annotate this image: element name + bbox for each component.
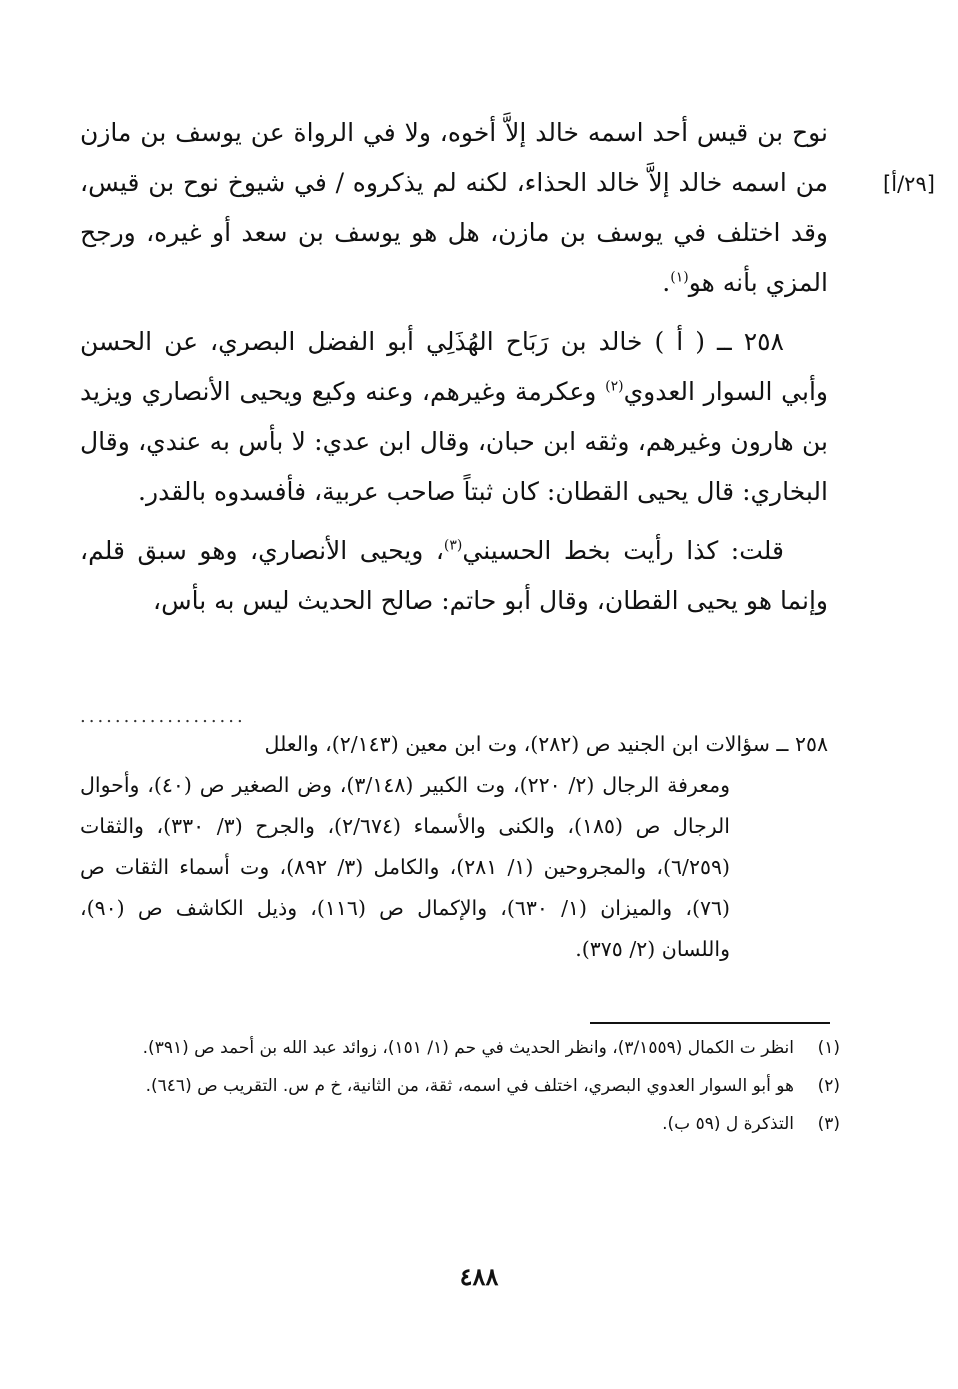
footnote-1	[80, 1030, 840, 1066]
sources-lead-line: ٢٥٨ ــ سؤالات ابن الجنيد ص (٢٨٢)، وت ابن معين (٢/١٤٣)، والعلل	[264, 732, 828, 756]
footnote-ref-2[interactable]: (٢)	[605, 378, 624, 395]
footnote-divider	[590, 1022, 830, 1024]
footnote-2-number: (٢)	[817, 1076, 840, 1096]
footnote-ref-3[interactable]: (٣)	[443, 537, 463, 554]
footnote-2	[80, 1068, 840, 1104]
manuscript-folio-reference: [٢٩/أ]	[883, 172, 935, 196]
footnote-3-text: التذكرة ل (٥٩ ب).	[662, 1114, 794, 1134]
paragraph-1	[80, 108, 828, 308]
footnote-3	[80, 1106, 840, 1142]
paragraph-qult	[80, 526, 828, 626]
footnotes	[80, 1030, 840, 1144]
footnote-1-number: (١)	[817, 1038, 840, 1058]
entry-258	[80, 317, 828, 517]
paragraph-1-end: .	[662, 268, 671, 297]
paragraph-1-text: نوح بن قيس أحد اسمه خالد إلاَّ أخوه، ولا في الرواة عن يوسف بن مازن من اسمه خالد إلاَّ خالد الحذاء، لكنه لم يذكروه / في شيوخ نوح بن قيس، وقد اختلف في يوسف بن مازن، هل هو يوسف بن سعد أو غيره، ورجح المزي بأنه هو	[80, 118, 828, 297]
footnote-ref-1[interactable]: (١)	[670, 269, 689, 286]
paragraph-qult-text-a: قلت: كذا رأيت بخط الحسيني	[462, 536, 784, 565]
sources-continuation: ومعرفة الرجال (٢/ ٢٢٠)، وت الكبير (٣/١٤٨)، وض الصغير ص (٤٠)، وأحوال الرجال ص (١٨٥)، والكنى والأسماء (٢/٦٧٤)، والجرح (٣/ ٣٣٠)، والثقات (٦/٢٥٩)، والمجروحين (١/ ٢٨١)، والكامل (٣/ ٨٩٢)، وت أسماء الثقات ص (٧٦)، والميزان (١/ ٦٣٠)، والإكمال ص (١١٦)، وذيل الكاشف ص (٩٠)، واللسان (٢/ ٣٧٥).	[80, 773, 731, 961]
main-text	[80, 108, 828, 635]
paragraph-qult-text-b: ، ويحيى الأنصاري، وهو سبق قلم، وإنما هو يحيى القطان، وقال أبو حاتم: صالح الحديث ليس به بأس،	[80, 536, 828, 615]
page-number: ٤٨٨	[459, 1262, 499, 1291]
sources-block	[80, 724, 828, 970]
entry-258-text-b: وعكرمة وغيرهم، وعنه وكيع ويحيى الأنصاري ويزيد بن هارون وغيرهم، وثقه ابن حبان، وقال ابن عدي: لا بأس به عندي، وقال البخاري: قال يحيى القطان: كان ثبتاً صاحب عربية، فأفسدوه بالقدر.	[80, 377, 828, 506]
dotted-separator: ...................	[80, 706, 246, 727]
footnote-2-text: هو أبو السوار العدوي البصري، اختلف في اسمه، ثقة، من الثانية، خ م س. التقريب ص (٦٤٦).	[145, 1076, 794, 1096]
footnote-1-text: انظر ت الكمال (٣/١٥٥٩)، وانظر الحديث في حم (١/ ١٥١)، زوائد عبد الله بن أحمد ص (٣٩١).	[142, 1038, 794, 1058]
entry-258-text-a: ٢٥٨ ــ ( أ ) خالد بن رَبَاح الهُذَلِي أبو الفضل البصري، عن الحسن وأبي السوار العدوي	[80, 327, 828, 406]
footnote-3-number: (٣)	[817, 1114, 840, 1134]
